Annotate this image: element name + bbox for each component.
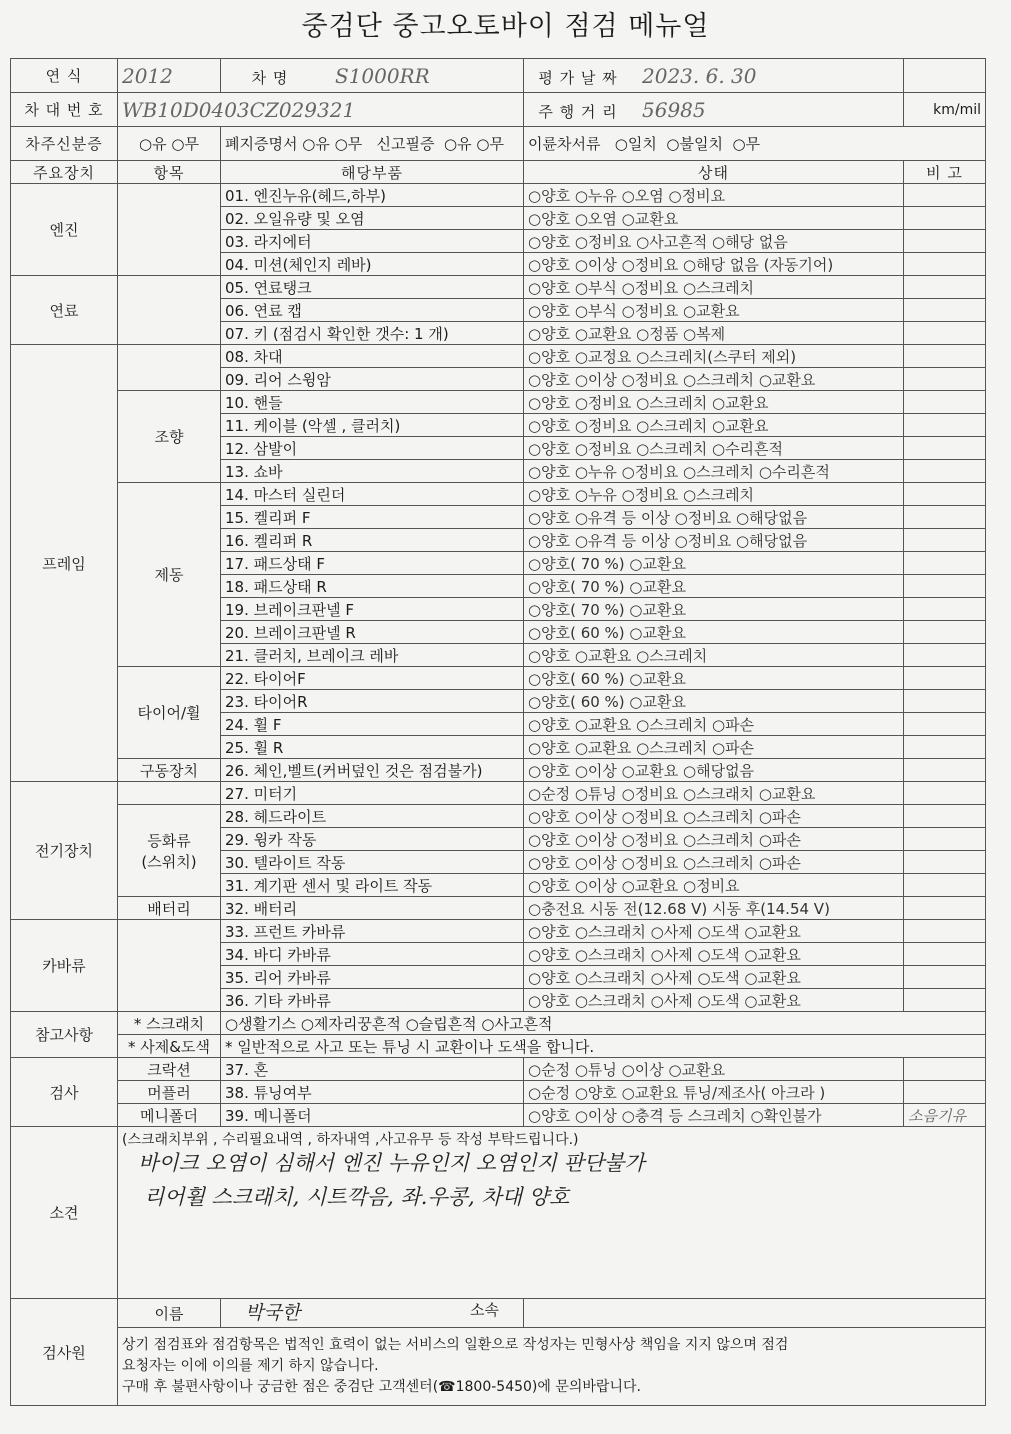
part-label: 01. 엔진누유(헤드,하부) [221, 184, 524, 207]
report-label: 신고필증 [376, 135, 435, 153]
state-options[interactable]: ○양호 ○유격 등 이상 ○정비요 ○해당없음 [524, 529, 904, 552]
state-options[interactable]: ○양호( 70 %) ○교환요 [524, 598, 904, 621]
remark-cell[interactable] [904, 437, 986, 460]
group-engine: 엔진 [11, 184, 118, 276]
remarks-line-2: 리어휠 스크래치, 시트깍음, 좌.우콩, 차대 양호 [144, 1185, 570, 1209]
part-label: 30. 텔라이트 작동 [221, 851, 524, 874]
item-brake: 제동 [118, 483, 221, 667]
state-options[interactable]: ○양호 ○교환요 ○스크레치 [524, 644, 904, 667]
part-label: 25. 휠 R [221, 736, 524, 759]
checklist-row [11, 782, 986, 805]
remark-cell[interactable] [904, 460, 986, 483]
item-empty [118, 345, 221, 391]
part-label: 23. 타이어R [221, 690, 524, 713]
remarks-line-1: 바이크 오염이 심해서 엔진 누유인지 오염인지 판단불가 [138, 1151, 645, 1175]
remark-cell[interactable] [904, 1058, 986, 1081]
state-options[interactable]: ○양호 ○교환요 ○스크레치 ○파손 [524, 736, 904, 759]
owner-yes[interactable]: ○유 [139, 135, 167, 153]
part-label: 24. 휠 F [221, 713, 524, 736]
item-battery: 배터리 [118, 897, 221, 920]
scrap-report-cell [221, 127, 524, 161]
remark-cell[interactable] [904, 644, 986, 667]
owner-label: 차주신분증 [11, 127, 118, 161]
state-options[interactable]: ○양호 ○누유 ○오염 ○정비요 [524, 184, 904, 207]
state-options[interactable]: ○양호 ○이상 ○정비요 ○스크레치 ○파손 [524, 828, 904, 851]
report-yes[interactable]: ○유 [444, 135, 472, 153]
state-options[interactable]: ○양호 ○스크래치 ○사제 ○도색 ○교환요 [524, 989, 904, 1012]
mileage-label: 주 행 거 리 [538, 102, 618, 121]
notice-box [118, 1328, 986, 1406]
part-label: 36. 기타 카바류 [221, 989, 524, 1012]
remark-cell[interactable] [904, 897, 986, 920]
col-item: 항목 [118, 161, 221, 184]
checklist-row [11, 391, 986, 414]
state-options[interactable]: ○순정 ○양호 ○교환요 튜닝/제조사( 아크라 ) [524, 1081, 904, 1104]
remark-cell[interactable] [904, 575, 986, 598]
scrap-yes[interactable]: ○유 [302, 135, 330, 153]
col-part: 해당부품 [221, 161, 524, 184]
remark-cell[interactable] [904, 322, 986, 345]
part-label: 28. 헤드라이트 [221, 805, 524, 828]
part-label: 21. 클러치, 브레이크 레바 [221, 644, 524, 667]
state-options[interactable]: ○양호 ○교환요 ○스크레치 ○파손 [524, 713, 904, 736]
scrap-label: 폐지증명서 [225, 135, 298, 153]
state-options[interactable]: ○충전요 시동 전(12.68 V) 시동 후(14.54 V) [524, 897, 904, 920]
part-label: 14. 마스터 실린더 [221, 483, 524, 506]
inspector-org-label: 소속 [470, 1301, 499, 1319]
inspect-row [11, 1081, 986, 1104]
col-state: 상태 [524, 161, 904, 184]
remark-cell[interactable] [904, 276, 986, 299]
notice-line-1: 상기 점검표와 점검항목은 법적인 효력이 없는 서비스의 일환으로 작성자는 민형사상 책임을 지지 않으며 점검 [122, 1337, 789, 1353]
col-major: 주요장치 [11, 161, 118, 184]
ref-custom-label: * 사제&도색 [118, 1035, 221, 1058]
model-value[interactable]: S1000RR [335, 63, 430, 88]
inspect-row [11, 1104, 986, 1127]
state-options[interactable]: ○양호 ○이상 ○교환요 ○정비요 [524, 874, 904, 897]
docs-label: 이륜차서류 [528, 135, 601, 153]
state-options[interactable]: ○양호 ○오염 ○교환요 [524, 207, 904, 230]
state-options[interactable]: ○양호 ○이상 ○정비요 ○해당 없음 (자동기어) [524, 253, 904, 276]
ref-scratch-text[interactable]: ○생활기스 ○제자리꿍흔적 ○슬립흔적 ○사고흔적 [221, 1012, 986, 1035]
remark-cell[interactable] [904, 713, 986, 736]
remark-cell[interactable] [904, 805, 986, 828]
docs-none[interactable]: ○무 [732, 135, 761, 153]
checklist-row [11, 667, 986, 690]
state-options[interactable]: ○양호 ○유격 등 이상 ○정비요 ○해당없음 [524, 506, 904, 529]
inspect-row [11, 1058, 986, 1081]
state-options[interactable]: ○양호 ○이상 ○정비요 ○스크레치 ○파손 [524, 851, 904, 874]
state-options[interactable]: ○양호 ○이상 ○교환요 ○해당없음 [524, 759, 904, 782]
part-label: 03. 라지에터 [221, 230, 524, 253]
report-no[interactable]: ○무 [476, 135, 504, 153]
ref-scratch-label: * 스크래치 [118, 1012, 221, 1035]
part-label: 29. 윙카 작동 [221, 828, 524, 851]
remark-cell[interactable] [904, 506, 986, 529]
part-label: 10. 핸들 [221, 391, 524, 414]
item-muffler: 머플러 [118, 1081, 221, 1104]
remark-cell[interactable] [904, 299, 986, 322]
item-lamp: 등화류 (스위치) [118, 805, 221, 897]
state-options[interactable]: ○양호 ○스크래치 ○사제 ○도색 ○교환요 [524, 943, 904, 966]
state-options[interactable]: ○양호 ○부식 ○정비요 ○스크레치 [524, 276, 904, 299]
group-cover: 카바류 [11, 920, 118, 1012]
remark-cell[interactable] [904, 989, 986, 1012]
checklist-row [11, 483, 986, 506]
part-label: 35. 리어 카바류 [221, 966, 524, 989]
part-label: 19. 브레이크판넬 F [221, 598, 524, 621]
item-drive: 구동장치 [118, 759, 221, 782]
remark-cell[interactable] [904, 552, 986, 575]
state-options[interactable]: ○양호 ○이상 ○충격 등 스크레치 ○확인불가 [524, 1104, 904, 1127]
remark-cell[interactable] [904, 368, 986, 391]
inspector-name-value[interactable]: 박국한 [245, 1302, 301, 1324]
group-inspect: 검사 [11, 1058, 118, 1127]
state-options[interactable]: ○양호 ○이상 ○정비요 ○스크레치 ○교환요 [524, 368, 904, 391]
remark-cell[interactable] [904, 253, 986, 276]
ref-custom-text: * 일반적으로 사고 또는 튜닝 시 교환이나 도색을 합니다. [221, 1035, 986, 1058]
remark-cell[interactable] [904, 690, 986, 713]
remark-cell[interactable] [904, 920, 986, 943]
part-label: 09. 리어 스윙암 [221, 368, 524, 391]
part-label: 08. 차대 [221, 345, 524, 368]
state-options[interactable]: ○양호 ○스크래치 ○사제 ○도색 ○교환요 [524, 966, 904, 989]
remark-cell[interactable] [904, 874, 986, 897]
state-options[interactable]: ○양호( 60 %) ○교환요 [524, 667, 904, 690]
group-frame: 프레임 [11, 345, 118, 782]
inspector-name-cell [221, 1299, 524, 1328]
checklist-row [11, 759, 986, 782]
item-empty [118, 782, 221, 805]
date-label: 평 가 날 짜 [538, 68, 618, 87]
checklist-row [11, 184, 986, 207]
owner-options[interactable] [118, 127, 221, 161]
notice-line-3: 구매 후 불편사항이나 궁금한 점은 중검단 고객센터(☎1800-5450)에 문의바랍니다. [122, 1379, 641, 1395]
remark-cell[interactable] [904, 851, 986, 874]
mileage-value[interactable]: 56985 [642, 97, 706, 122]
docs-match[interactable]: ○일치 [614, 135, 657, 153]
item-empty [118, 184, 221, 276]
scrap-no[interactable]: ○무 [334, 135, 363, 153]
part-label: 31. 계기판 센서 및 라이트 작동 [221, 874, 524, 897]
state-options[interactable]: ○양호 ○정비요 ○스크레치 ○교환요 [524, 414, 904, 437]
remark-cell[interactable] [904, 529, 986, 552]
state-options[interactable]: ○순정 ○튜닝 ○정비요 ○스크래치 ○교환요 [524, 782, 904, 805]
model-label: 차 명 [251, 68, 289, 87]
remark-cell[interactable] [904, 391, 986, 414]
remark-cell[interactable] [904, 782, 986, 805]
part-label: 11. 케이블 (악셀 , 클러치) [221, 414, 524, 437]
notice-line-2: 요청자는 이에 이의를 제기 하지 않습니다. [122, 1358, 379, 1374]
state-options[interactable]: ○양호 ○스크래치 ○사제 ○도색 ○교환요 [524, 920, 904, 943]
checklist-row [11, 805, 986, 828]
remark-cell[interactable] [904, 345, 986, 368]
state-options[interactable]: ○양호( 60 %) ○교환요 [524, 690, 904, 713]
owner-no[interactable]: ○무 [171, 135, 199, 153]
vin-value[interactable]: WB10D0403CZ029321 [118, 93, 524, 127]
item-manifold: 메니폴더 [118, 1104, 221, 1127]
part-label: 07. 키 (점검시 확인한 갯수: 1 개) [221, 322, 524, 345]
item-tire: 타이어/휠 [118, 667, 221, 759]
year-label: 연 식 [11, 59, 118, 93]
part-label: 33. 프런트 카바류 [221, 920, 524, 943]
remark-cell[interactable] [904, 598, 986, 621]
part-label: 15. 켈리퍼 F [221, 506, 524, 529]
part-label: 17. 패드상태 F [221, 552, 524, 575]
state-options[interactable]: ○양호 ○정비요 ○스크레치 ○수리흔적 [524, 437, 904, 460]
part-label: 06. 연료 캡 [221, 299, 524, 322]
state-options[interactable]: ○양호 ○정비요 ○스크레치 ○교환요 [524, 391, 904, 414]
part-label: 02. 오일유량 및 오염 [221, 207, 524, 230]
state-options[interactable]: ○양호 ○교환요 ○정품 ○복제 [524, 322, 904, 345]
model-cell [221, 59, 524, 93]
remark-cell[interactable] [904, 667, 986, 690]
inspector-name-label: 이름 [118, 1299, 221, 1328]
part-label: 16. 켈리퍼 R [221, 529, 524, 552]
page-title: 중검단 중고오토바이 점검 메뉴얼 [301, 11, 710, 42]
group-fuel: 연료 [11, 276, 118, 345]
docs-mismatch[interactable]: ○불일치 [666, 135, 723, 153]
mileage-unit: km/mil [904, 93, 986, 127]
remark-cell[interactable] [904, 414, 986, 437]
checklist-row [11, 920, 986, 943]
part-label: 39. 메니폴더 [221, 1104, 524, 1127]
remark-cell[interactable] [904, 184, 986, 207]
group-ref: 참고사항 [11, 1012, 118, 1058]
part-label: 20. 브레이크판넬 R [221, 621, 524, 644]
part-label: 32. 배터리 [221, 897, 524, 920]
part-label: 38. 튜닝여부 [221, 1081, 524, 1104]
group-inspector: 검사원 [11, 1299, 118, 1406]
part-label: 04. 미션(체인지 레바) [221, 253, 524, 276]
year-value[interactable]: 2012 [118, 59, 221, 93]
remark-cell[interactable]: 소음기유 [904, 1104, 986, 1127]
part-label: 13. 쇼바 [221, 460, 524, 483]
col-remark: 비 고 [904, 161, 986, 184]
part-label: 05. 연료탱크 [221, 276, 524, 299]
checklist-row [11, 897, 986, 920]
state-options[interactable]: ○양호 ○누유 ○정비요 ○스크레치 ○수리흔적 [524, 460, 904, 483]
vin-label: 차 대 번 호 [11, 93, 118, 127]
date-value[interactable]: 2023. 6. 30 [642, 63, 757, 88]
state-options[interactable]: ○양호 ○이상 ○정비요 ○스크레치 ○파손 [524, 805, 904, 828]
item-clutch: 크락션 [118, 1058, 221, 1081]
state-options[interactable]: ○양호 ○부식 ○정비요 ○교환요 [524, 299, 904, 322]
checklist-row [11, 345, 986, 368]
remark-cell[interactable] [904, 943, 986, 966]
part-label: 34. 바디 카바류 [221, 943, 524, 966]
group-elec: 전기장치 [11, 782, 118, 920]
part-label: 22. 타이어F [221, 667, 524, 690]
state-options[interactable]: ○양호( 70 %) ○교환요 [524, 575, 904, 598]
checklist-row [11, 276, 986, 299]
state-options[interactable]: ○양호 ○교정요 ○스크레치(스쿠터 제외) [524, 345, 904, 368]
part-label: 27. 미터기 [221, 782, 524, 805]
state-options[interactable]: ○순정 ○튜닝 ○이상 ○교환요 [524, 1058, 904, 1081]
remark-cell[interactable] [904, 736, 986, 759]
state-options[interactable]: ○양호 ○누유 ○정비요 ○스크레치 [524, 483, 904, 506]
remark-cell[interactable] [904, 621, 986, 644]
item-empty [118, 276, 221, 345]
remark-cell[interactable] [904, 966, 986, 989]
item-steer: 조향 [118, 391, 221, 483]
remark-cell[interactable] [904, 483, 986, 506]
part-label: 12. 삼발이 [221, 437, 524, 460]
remark-cell[interactable] [904, 207, 986, 230]
group-remarks: 소견 [11, 1127, 118, 1299]
item-empty [118, 920, 221, 1012]
docs-cell [524, 127, 986, 161]
mileage-cell [524, 93, 904, 127]
inspector-org-value[interactable] [524, 1299, 986, 1328]
remark-cell[interactable] [904, 230, 986, 253]
part-label: 26. 체인,벨트(커버덮인 것은 점검불가) [221, 759, 524, 782]
inspection-table [10, 58, 986, 1406]
remarks-box[interactable] [118, 1127, 986, 1299]
remark-cell[interactable] [904, 828, 986, 851]
inspection-sheet [10, 58, 985, 1406]
remark-cell[interactable] [904, 759, 986, 782]
part-label: 37. 혼 [221, 1058, 524, 1081]
state-options[interactable]: ○양호 ○정비요 ○사고흔적 ○해당 없음 [524, 230, 904, 253]
state-options[interactable]: ○양호( 60 %) ○교환요 [524, 621, 904, 644]
part-label: 18. 패드상태 R [221, 575, 524, 598]
remarks-guide: (스크래치부위 , 수리필요내역 , 하자내역 ,사고유무 등 작성 부탁드립니다.) [122, 1132, 579, 1148]
date-cell [524, 59, 904, 93]
remark-cell[interactable] [904, 1081, 986, 1104]
state-options[interactable]: ○양호( 70 %) ○교환요 [524, 552, 904, 575]
